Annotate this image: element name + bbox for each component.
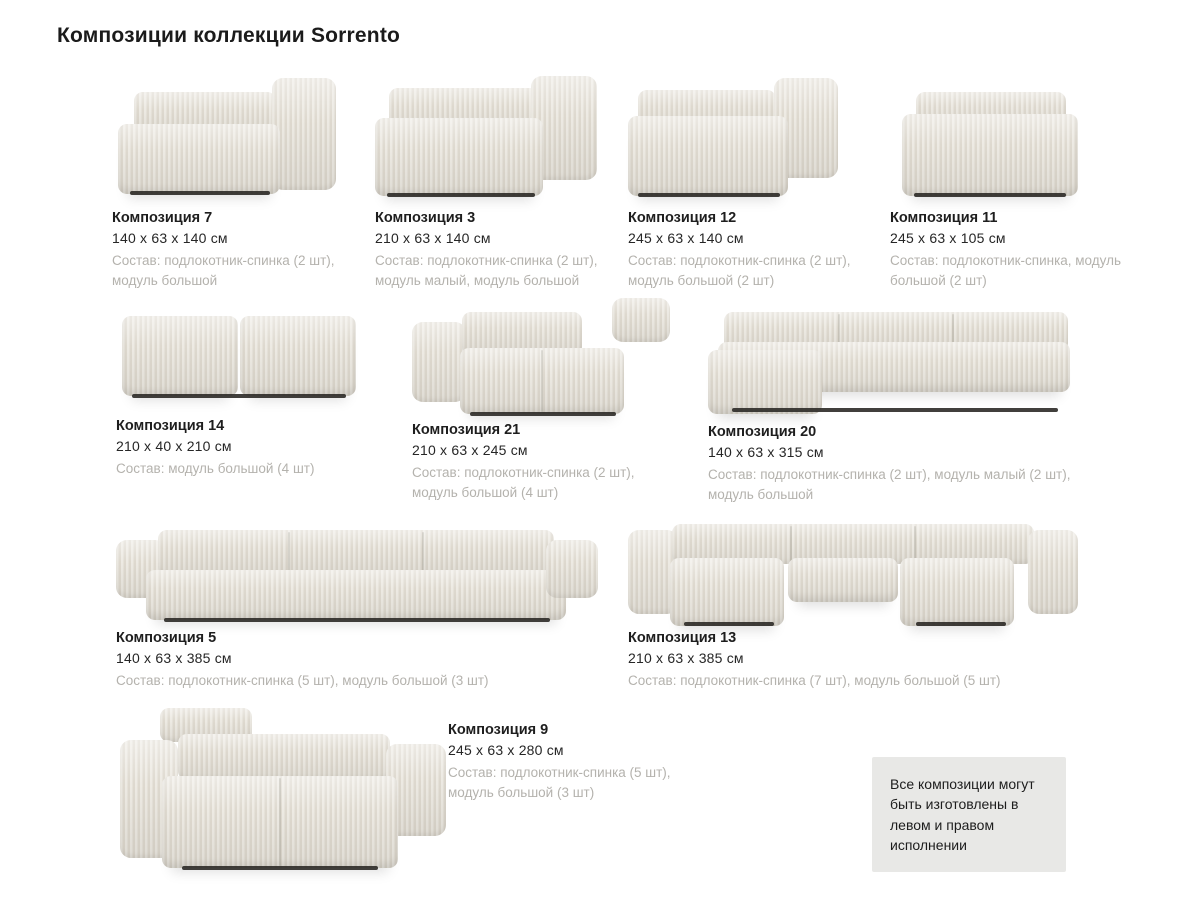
composition-dimensions: 245 x 63 x 280 см <box>448 742 564 758</box>
sofa-image-composition-14 <box>116 300 371 418</box>
sofa-module <box>670 558 784 626</box>
composition-contents: Состав: подлокотник-спинка (5 шт), модуль большой (3 шт) <box>116 673 489 688</box>
sofa-image-composition-3 <box>375 62 625 210</box>
composition-contents: Состав: подлокотник-спинка (7 шт), модуль большой (5 шт) <box>628 673 1001 688</box>
sofa-base <box>470 412 616 416</box>
composition-title: Композиция 20 <box>708 424 817 440</box>
composition-card-13 <box>628 508 1083 691</box>
composition-card-12 <box>628 62 880 290</box>
composition-card-7 <box>112 62 364 290</box>
composition-card-14 <box>116 300 371 479</box>
sofa-base <box>914 193 1066 197</box>
sofa-base <box>182 866 378 870</box>
composition-dimensions: 210 x 63 x 245 см <box>412 442 528 458</box>
composition-dimensions: 245 x 63 x 140 см <box>628 230 744 246</box>
sofa-module <box>412 322 466 402</box>
sofa-module <box>375 118 543 196</box>
sofa-module <box>546 540 598 598</box>
sofa-seam <box>541 350 543 412</box>
sofa-image-composition-5 <box>116 512 606 630</box>
sofa-image-composition-9 <box>118 700 448 875</box>
composition-card-11 <box>890 62 1142 290</box>
sofa-seam <box>422 532 424 574</box>
composition-contents: Состав: подлокотник-спинка (2 шт), модуль большой (2 шт) <box>628 253 851 288</box>
note-text: Все композиции могут быть изготовлены в левом и правом исполнении <box>890 776 1035 853</box>
composition-title: Композиция 7 <box>112 210 213 226</box>
composition-dimensions: 210 x 40 x 210 см <box>116 438 232 454</box>
composition-dimensions: 140 x 63 x 315 см <box>708 444 824 460</box>
sofa-base <box>130 191 270 195</box>
sofa-module <box>788 558 898 602</box>
composition-dimensions: 210 x 63 x 385 см <box>628 650 744 666</box>
composition-card-20 <box>708 296 1090 504</box>
sofa-image-composition-7 <box>112 62 362 210</box>
sofa-module <box>612 298 670 342</box>
sofa-module <box>902 114 1078 196</box>
composition-card-3 <box>375 62 627 290</box>
sofa-module <box>628 116 788 196</box>
sofa-image-composition-12 <box>628 62 878 210</box>
sofa-image-composition-13 <box>628 508 1083 630</box>
sofa-module <box>708 350 822 414</box>
page-title: Композиции коллекции Sorrento <box>57 24 401 47</box>
composition-title: Композиция 21 <box>412 422 521 438</box>
composition-title: Композиция 3 <box>375 210 476 226</box>
composition-contents: Состав: подлокотник-спинка (2 шт), модуль большой (4 шт) <box>412 465 635 500</box>
composition-dimensions: 210 x 63 x 140 см <box>375 230 491 246</box>
sofa-seam <box>279 778 281 866</box>
sofa-image-composition-21 <box>412 296 674 422</box>
composition-title: Композиция 5 <box>116 630 217 646</box>
composition-title: Композиция 9 <box>448 722 549 738</box>
sofa-base <box>638 193 780 197</box>
composition-title: Композиция 12 <box>628 210 737 226</box>
sofa-base <box>164 618 550 622</box>
composition-title: Композиция 13 <box>628 630 737 646</box>
sofa-module <box>178 734 390 780</box>
composition-dimensions: 245 x 63 x 105 см <box>890 230 1006 246</box>
sofa-image-composition-20 <box>708 296 1090 424</box>
sofa-image-composition-11 <box>890 62 1140 210</box>
composition-card-9 <box>448 722 698 802</box>
composition-title: Композиция 11 <box>890 210 998 226</box>
sofa-seam <box>914 526 916 562</box>
sofa-module <box>900 558 1014 626</box>
note-box <box>872 757 1066 872</box>
composition-contents: Состав: подлокотник-спинка (2 шт), модуль малый, модуль большой <box>375 253 598 288</box>
composition-contents: Состав: подлокотник-спинка (2 шт), модуль большой <box>112 253 335 288</box>
composition-card-5 <box>116 512 606 691</box>
sofa-seam <box>790 526 792 562</box>
composition-contents: Состав: модуль большой (4 шт) <box>116 461 315 476</box>
sofa-seam <box>288 532 290 574</box>
sofa-module <box>146 570 566 620</box>
sofa-base <box>387 193 535 197</box>
composition-contents: Состав: подлокотник-спинка, модуль большой (2 шт) <box>890 253 1122 288</box>
composition-contents: Состав: подлокотник-спинка (5 шт), модуль большой (3 шт) <box>448 765 671 800</box>
sofa-module <box>118 124 280 194</box>
sofa-base <box>684 622 774 626</box>
sofa-module <box>1028 530 1078 614</box>
composition-dimensions: 140 x 63 x 385 см <box>116 650 232 666</box>
sofa-base <box>132 394 346 398</box>
sofa-module <box>272 78 336 190</box>
sofa-module <box>240 316 356 396</box>
composition-title: Композиция 14 <box>116 418 225 434</box>
composition-dimensions: 140 x 63 x 140 см <box>112 230 228 246</box>
sofa-base <box>732 408 1058 412</box>
sofa-module <box>122 316 238 396</box>
composition-card-21 <box>412 296 674 502</box>
composition-contents: Состав: подлокотник-спинка (2 шт), модуль малый (2 шт), модуль большой <box>708 467 1071 502</box>
sofa-base <box>916 622 1006 626</box>
